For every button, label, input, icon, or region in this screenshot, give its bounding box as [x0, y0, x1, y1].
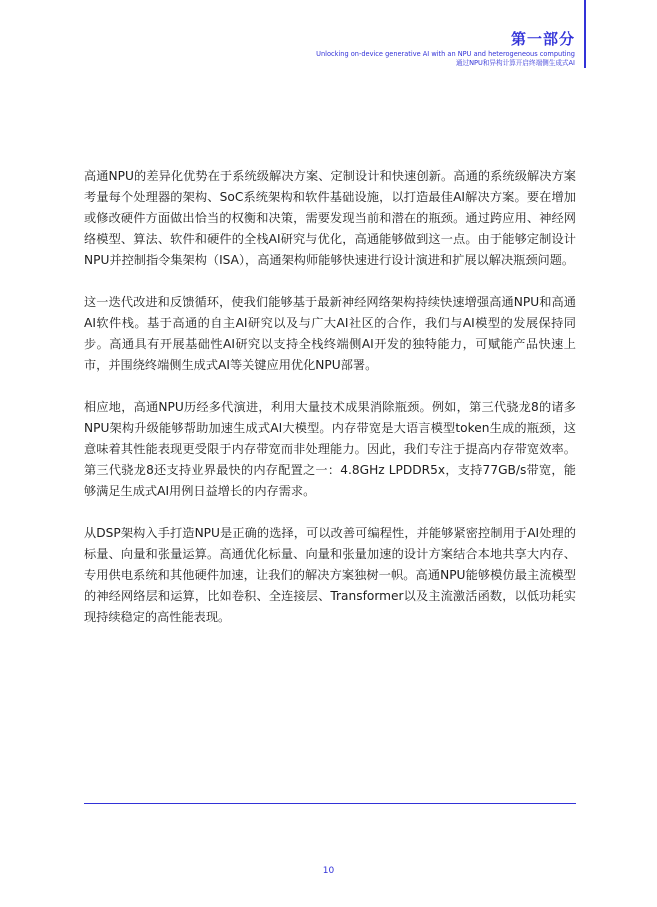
page-number: 10 — [322, 866, 335, 876]
paragraph-1: 高通NPU的差异化优势在于系统级解决方案、定制设计和快速创新。高通的系统级解决方案考量每个处理器的架构、SoC系统架构和软件基础设施，以打造最佳AI解决方案。要在增加或修改硬件方面做出恰当的权衡和决策，需要发现当前和潜在的瓶颈。通过跨应用、神经网络模型、算法、软件和硬件的全栈AI研究与优化，高通能够做到这一点。由于能够定制设计NPU并控制指令集架构（ISA），高通架构师能够快速进行设计演进和扩展以解决瓶颈问题。 — [84, 169, 576, 267]
section-title: 第一部分 — [510, 30, 575, 48]
paragraph-2: 这一迭代改进和反馈循环，使我们能够基于最新神经网络架构持续快速增强高通NPU和高通AI软件栈。基于高通的自主AI研究以及与广大AI社区的合作，我们与AI模型的发展保持同步。高通具有开展基础性AI研究以支持全栈终端侧AI开发的独特能力，可赋能产品快速上市，并围绕终端侧生成式AI等关键应用优化NPU部署。 — [84, 295, 576, 372]
subtitle-chinese: 通过NPU和异构计算开启终端侧生成式AI — [455, 59, 575, 67]
footer-divider — [84, 803, 576, 804]
paragraph-4: 从DSP架构入手打造NPU是正确的选择，可以改善可编程性，并能够紧密控制用于AI处理的标量、向量和张量运算。高通优化标量、向量和张量加速的设计方案结合本地共享大内存、专用供电系统和其他硬件加速，让我们的解决方案独树一帜。高通NPU能够模仿最主流模型的神经网络层和运算，比如卷积、全连接层、Transformer以及主流激活函数，以低功耗实现持续稳定的高性能表现。 — [84, 526, 576, 624]
paragraph-3: 相应地，高通NPU历经多代演进，利用大量技术成果消除瓶颈。例如，第三代骁龙8的诸多NPU架构升级能够帮助加速生成式AI大模型。内存带宽是大语言模型token生成的瓶颈，这意味着其性能表现更受限于内存带宽而非处理能力。因此，我们专注于提高内存带宽效率。第三代骁龙8还支持业界最快的内存配置之一：4.8GHz LPDDR5x，支持77GB/s带宽，能够满足生成式AI用例日益增长的内存需求。 — [84, 400, 576, 498]
header-accent-bar — [584, 0, 586, 68]
body-content — [84, 166, 576, 649]
page-header — [316, 30, 575, 68]
subtitle-english: Unlocking on-device generative AI with an NPU and heterogeneous computing — [316, 50, 575, 58]
